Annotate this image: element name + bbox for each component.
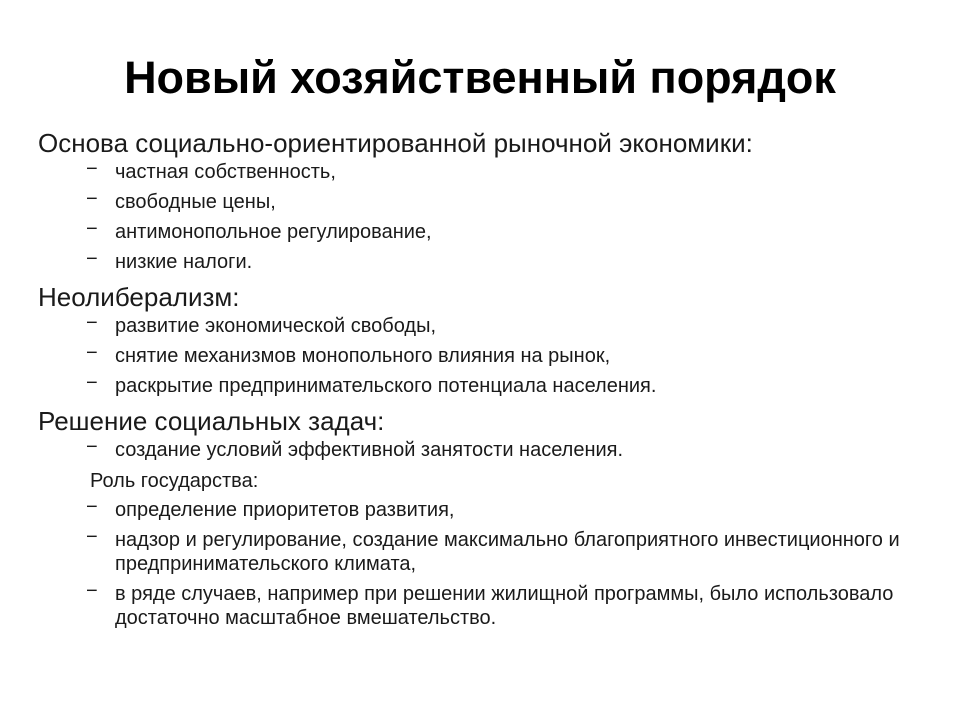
list-item: − создание условий эффективной занятости населения. [86, 436, 624, 461]
list-state-role [38, 498, 938, 630]
list-item: − свободные цены, [86, 188, 276, 213]
list-basis [38, 160, 938, 274]
dash-bullet: − [86, 580, 98, 602]
section-heading-social: Решение социальных задач: [38, 406, 385, 436]
dash-bullet: − [86, 188, 98, 210]
dash-bullet: − [86, 372, 98, 394]
list-item: − частная собственность, [86, 158, 336, 183]
section-heading-neoliberalism: Неолиберализм: [38, 282, 240, 312]
section-heading-basis: Основа социально-ориентированной рыночной экономики: [38, 128, 753, 158]
list-item: − определение приоритетов развития, [86, 496, 455, 521]
list-item: − антимонопольное регулирование, [86, 218, 432, 243]
dash-bullet: − [86, 248, 98, 270]
list-item: − снятие механизмов монопольного влияния на рынок, [86, 342, 611, 367]
dash-bullet: − [86, 496, 98, 518]
dash-bullet: − [86, 218, 98, 240]
dash-bullet: − [86, 526, 98, 548]
dash-bullet: − [86, 158, 98, 180]
slide-body [38, 126, 938, 636]
dash-bullet: − [86, 342, 98, 364]
dash-bullet: − [86, 436, 98, 458]
list-item: − развитие экономической свободы, [86, 312, 437, 337]
list-item: − низкие налоги. [86, 248, 253, 273]
list-item: − надзор и регулирование, создание максимально благоприятного инвестиционного и предпринимательского климата, [86, 526, 900, 575]
slide-title: Новый хозяйственный порядок [124, 52, 836, 103]
list-item: − раскрытие предпринимательского потенциала населения. [86, 372, 657, 397]
dash-bullet: − [86, 312, 98, 334]
list-item: − в ряде случаев, например при решении жилищной программы, было использовало достаточно масштабное вмешательство. [86, 580, 894, 629]
list-neoliberalism [38, 314, 938, 398]
list-social [38, 438, 938, 462]
subheading-state-role: Роль государства: [90, 470, 259, 492]
